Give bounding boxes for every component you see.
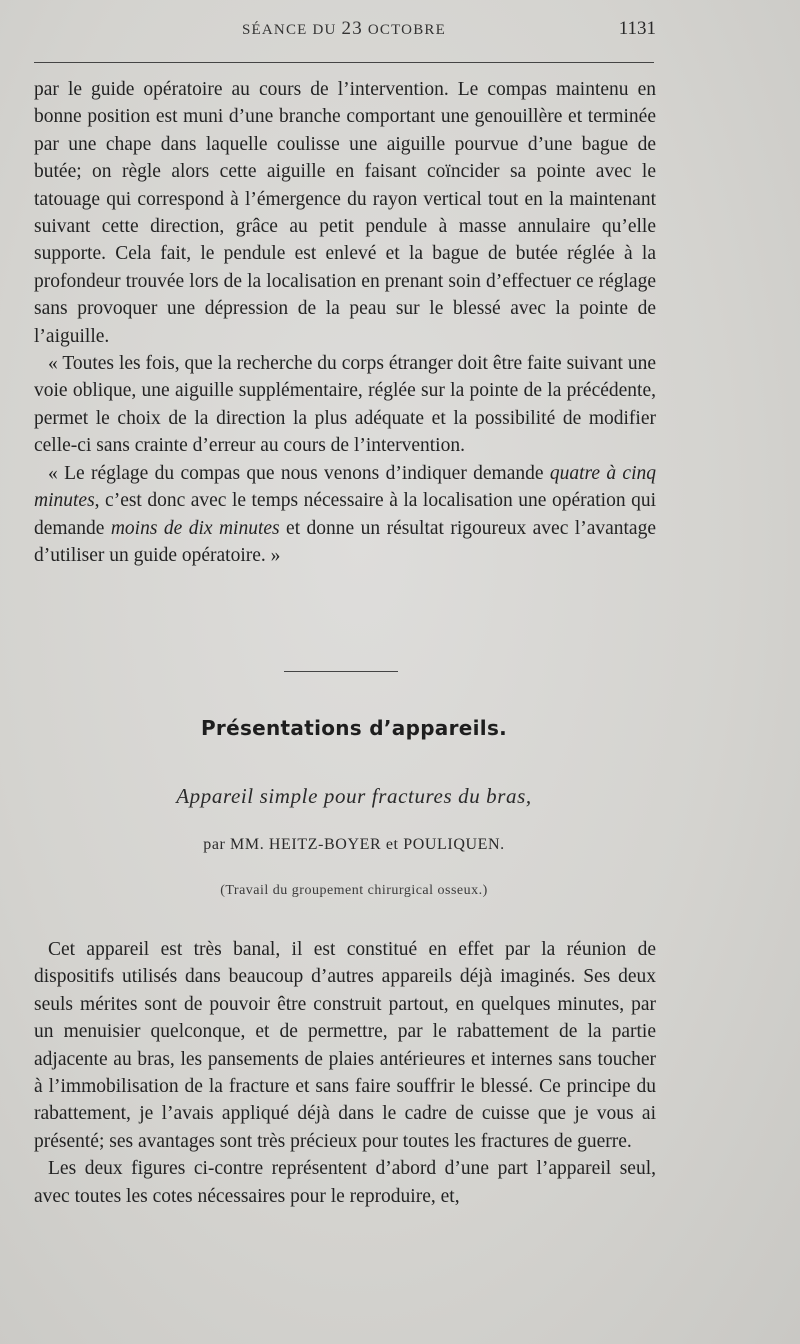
running-head	[34, 18, 654, 40]
article-subtitle: Appareil simple pour fractures du bras,	[176, 784, 532, 808]
paragraph-1: par le guide opératoire au cours de l’intervention. Le compas maintenu en bonne position est muni d’une branche comportant une genouillère et terminée par une chape dans laquelle coulisse une aiguille pourvue d’une bague de butée; on règle alors cette aiguille en faisant coïncider sa pointe avec le tatouage qui correspond à l’émergence du rayon vertical tout en la maintenant suivant cette direction, grâce au petit pendule à masse annulaire qu’elle supporte. Cela fait, le pendule est enlevé et la bague de butée réglée à la profondeur trouvée lors de la localisation en prenant soin d’effectuer ce réglage sans provoquer une dépression de la peau sur le blessé avec la pointe de l’aiguille.	[34, 79, 656, 347]
paragraph-3-part-c: et donne un résultat rigoureux avec l’avantage d’utiliser un guide opératoire. »	[34, 517, 656, 566]
running-head-day: 23	[341, 18, 363, 39]
paragraph-3-part-b: , c’est donc avec le temps nécessaire à la localisation une opération qui demande	[34, 490, 656, 539]
paragraph-3	[34, 460, 656, 570]
section-title: Présentations d’appareils.	[200, 716, 508, 740]
article-paragraph-1: Cet appareil est très banal, il est constitué en effet par la réunion de dispositifs utilisés dans beaucoup d’autres appareils déjà imaginés. Ses deux seuls mérites sont de pouvoir être construit partout, en quelques minutes, par un menuisier quelconque, et de permettre, par le rabattement de la partie adjacente au bras, les pansements de plaies antérieures et internes sans toucher à l’immobilisation de la fracture et sans faire souffrir le blessé. Ce principe du rabattement, je l’avais appliqué déjà dans le cadre de cuisse que je vous ai présenté; ses avantages sont très précieux pour toutes les fractures de guerre.	[34, 939, 656, 1152]
running-head-prefix: SÉANCE DU	[241, 22, 342, 38]
article-authors: par MM. HEITZ-BOYER et POULIQUEN.	[203, 836, 505, 853]
running-head-suffix: OCTOBRE	[362, 22, 446, 38]
page-number: 1131	[618, 18, 656, 39]
paragraph-3-part-a: « Le réglage du compas que nous venons d’indiquer demande	[48, 462, 550, 484]
article-paragraph-2: Les deux figures ci-contre représentent d’abord d’une part l’appareil seul, avec toutes les cotes nécessaires pour le reproduire, et,	[34, 1158, 656, 1207]
paragraph-3-emphasis-1: quatre à cinq minutes	[34, 462, 657, 512]
paragraph-2: « Toutes les fois, que la recherche du corps étranger doit être faite suivant une voie oblique, une aiguille supplémentaire, réglée sur la pointe de la précédente, permet le choix de la direction la plus adéquate et la possibilité de modifier celle-ci sans crainte d’erreur au cours de l’intervention.	[34, 353, 656, 457]
paragraph-3-emphasis-2: moins de dix minutes	[110, 517, 280, 539]
section-divider	[284, 671, 398, 672]
continued-text	[34, 76, 656, 569]
page-header	[34, 14, 654, 44]
article-body	[34, 936, 656, 1210]
header-rule	[34, 62, 654, 63]
article-note: (Travail du groupement chirurgical osseux.)	[220, 883, 488, 898]
